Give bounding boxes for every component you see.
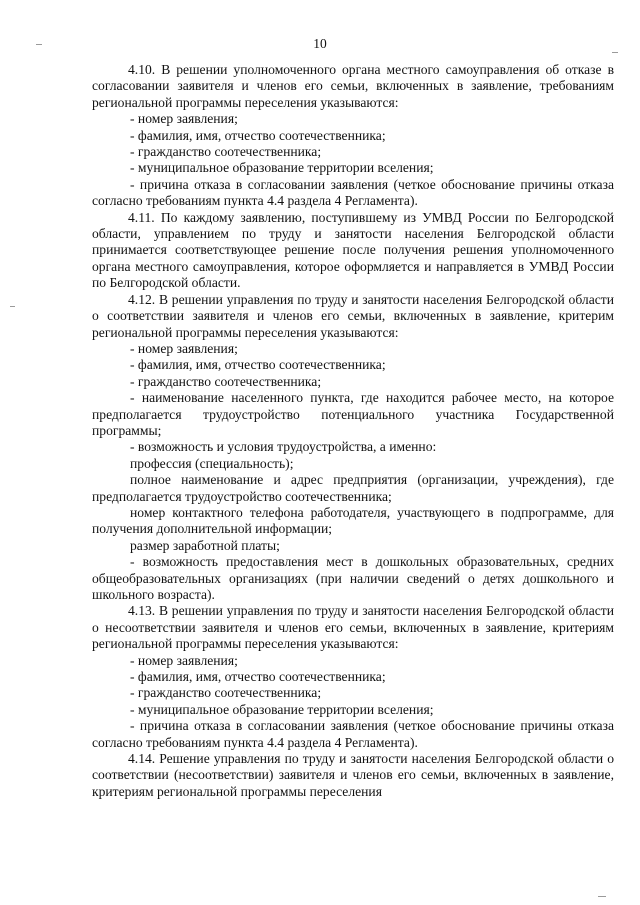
- sub-item: номер контактного телефона работодателя, участвующего в подпрограмме, для получения дополнительной информации;: [92, 504, 614, 537]
- document-body: [92, 62, 614, 800]
- sub-item: полное наименование и адрес предприятия (организации, учреждения), где предполагается трудоустройство соотечественника;: [92, 472, 614, 504]
- scan-mark: [10, 306, 15, 307]
- scan-mark: [598, 896, 606, 897]
- list-item: - номер заявления;: [130, 111, 238, 127]
- paragraph-4-13: 4.13. В решении управления по труду и занятости населения Белгородской области о несоответствии заявителя и членов его семьи, включенных в заявление, критериям региональной программы переселения указываются:: [92, 603, 614, 652]
- list-item: - возможность предоставления мест в дошкольных образовательных, средних общеобразовательных организациях (при наличии сведений о детях дошкольного и школьного возраста).: [92, 554, 614, 602]
- list-item: - гражданство соотечественника;: [130, 373, 322, 389]
- page-number: 10: [313, 36, 327, 51]
- list-item: - причина отказа в согласовании заявления (четкое обоснование причины отказа согласно требованиям пункта 4.4 раздела 4 Регламента).: [92, 176, 614, 209]
- paragraph-4-14: 4.14. Решение управления по труду и занятости населения Белгородской области о соответствии (несоответствии) заявителя и членов его семьи, включенных в заявление, критериям региональной программы переселения: [92, 751, 614, 799]
- paragraph-4-10: 4.10. В решении уполномоченного органа местного самоуправления об отказе в согласовании заявителя и членов его семьи, включенных в заявление, требованиям региональной программы переселения указываются:: [92, 62, 614, 110]
- sub-item: размер заработной платы;: [130, 537, 280, 553]
- list-item: - причина отказа в согласовании заявления (четкое обоснование причины отказа согласно требованиям пункта 4.4 раздела 4 Регламента).: [92, 718, 614, 750]
- list-item: - фамилия, имя, отчество соотечественника;: [130, 127, 386, 143]
- list-item: - наименование населенного пункта, где находится рабочее место, на которое предполагается трудоустройство потенциального участника Государственной программы;: [92, 390, 614, 438]
- list-item: - муниципальное образование территории вселения;: [130, 701, 434, 717]
- list-item: - номер заявления;: [130, 652, 238, 668]
- list-item: - возможность и условия трудоустройства, а именно:: [130, 439, 437, 455]
- list-item: - фамилия, имя, отчество соотечественника;: [130, 669, 386, 685]
- list-item: - фамилия, имя, отчество соотечественника;: [130, 357, 386, 373]
- list-item: - гражданство соотечественника;: [130, 144, 322, 160]
- scan-mark: [36, 44, 42, 45]
- sub-item: профессия (специальность);: [130, 455, 294, 471]
- list-item: - муниципальное образование территории вселения;: [130, 160, 434, 176]
- list-item: - гражданство соотечественника;: [130, 685, 322, 701]
- paragraph-4-11: 4.11. По каждому заявлению, поступившему из УМВД России по Белгородской области, управлением по труду и занятости населения Белгородской области принимается соответствующее решение после получения решения уполномоченного органа местного самоуправления, которое оформляется и направляется в УМВД России по Белгородской области.: [92, 209, 614, 291]
- scan-mark: [612, 52, 618, 53]
- paragraph-4-12: 4.12. В решении управления по труду и занятости населения Белгородской области о соответствии заявителя и членов его семьи, включенных в заявление, критерим региональной программы переселения указываются:: [92, 291, 614, 340]
- list-item: - номер заявления;: [130, 340, 238, 356]
